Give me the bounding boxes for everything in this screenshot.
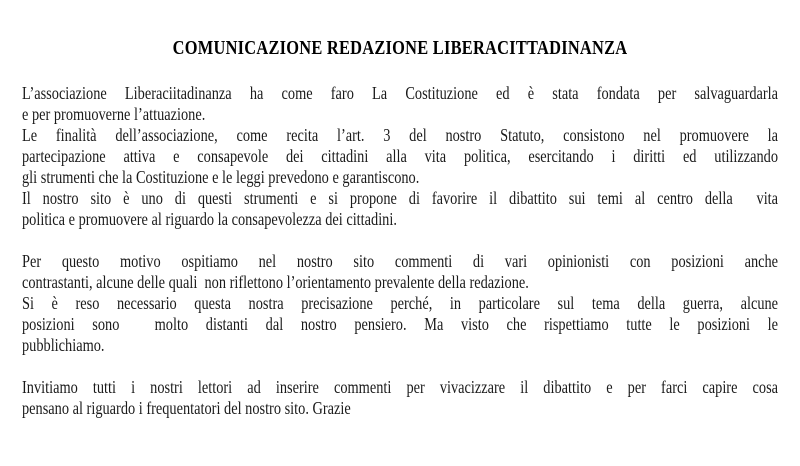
text-line: L’associazione Liberaciitadinanza ha come faro La Costituzione ed è stata fondata per salvaguardarla	[22, 83, 779, 103]
document-title: COMUNICAZIONE REDAZIONE LIBERACITTADINANZA	[172, 37, 628, 59]
text-line: pensano al riguardo i frequentatori del nostro sito. Grazie	[22, 398, 351, 418]
text-line: Invitiamo tutti i nostri lettori ad inserire commenti per vivacizzare il dibattito e per farci capire cosa	[22, 377, 779, 397]
text-line: Si è reso necessario questa nostra precisazione perché, in particolare sul tema della guerra, alcune	[22, 293, 779, 313]
document-body	[22, 83, 778, 419]
paragraph	[22, 83, 778, 230]
paragraph	[22, 377, 778, 419]
text-line: contrastanti, alcune delle quali non riflettono l’orientamento prevalente della redazione.	[22, 272, 529, 292]
paragraph	[22, 251, 778, 356]
text-line: politica e promuovere al riguardo la consapevolezza dei cittadini.	[22, 209, 397, 229]
text-line: gli strumenti che la Costituzione e le leggi prevedono e garantiscono.	[22, 167, 420, 187]
text-line: partecipazione attiva e consapevole dei cittadini alla vita politica, esercitando i diritti ed utilizzando	[22, 146, 779, 166]
text-line: Per questo motivo ospitiamo nel nostro sito commenti di vari opinionisti con posizioni anche	[22, 251, 779, 271]
text-line: Il nostro sito è uno di questi strumenti e si propone di favorire il dibattito sui temi al centro della vita	[22, 188, 779, 208]
text-line: e per promuoverne l’attuazione.	[22, 104, 206, 124]
text-line: posizioni sono molto distanti dal nostro pensiero. Ma visto che rispettiamo tutte le posizioni le	[22, 314, 779, 334]
document-page	[22, 0, 778, 419]
text-line: Le finalità dell’associazione, come recita l’art. 3 del nostro Statuto, consistono nel promuovere la	[22, 125, 779, 145]
text-line: pubblichiamo.	[22, 335, 105, 355]
